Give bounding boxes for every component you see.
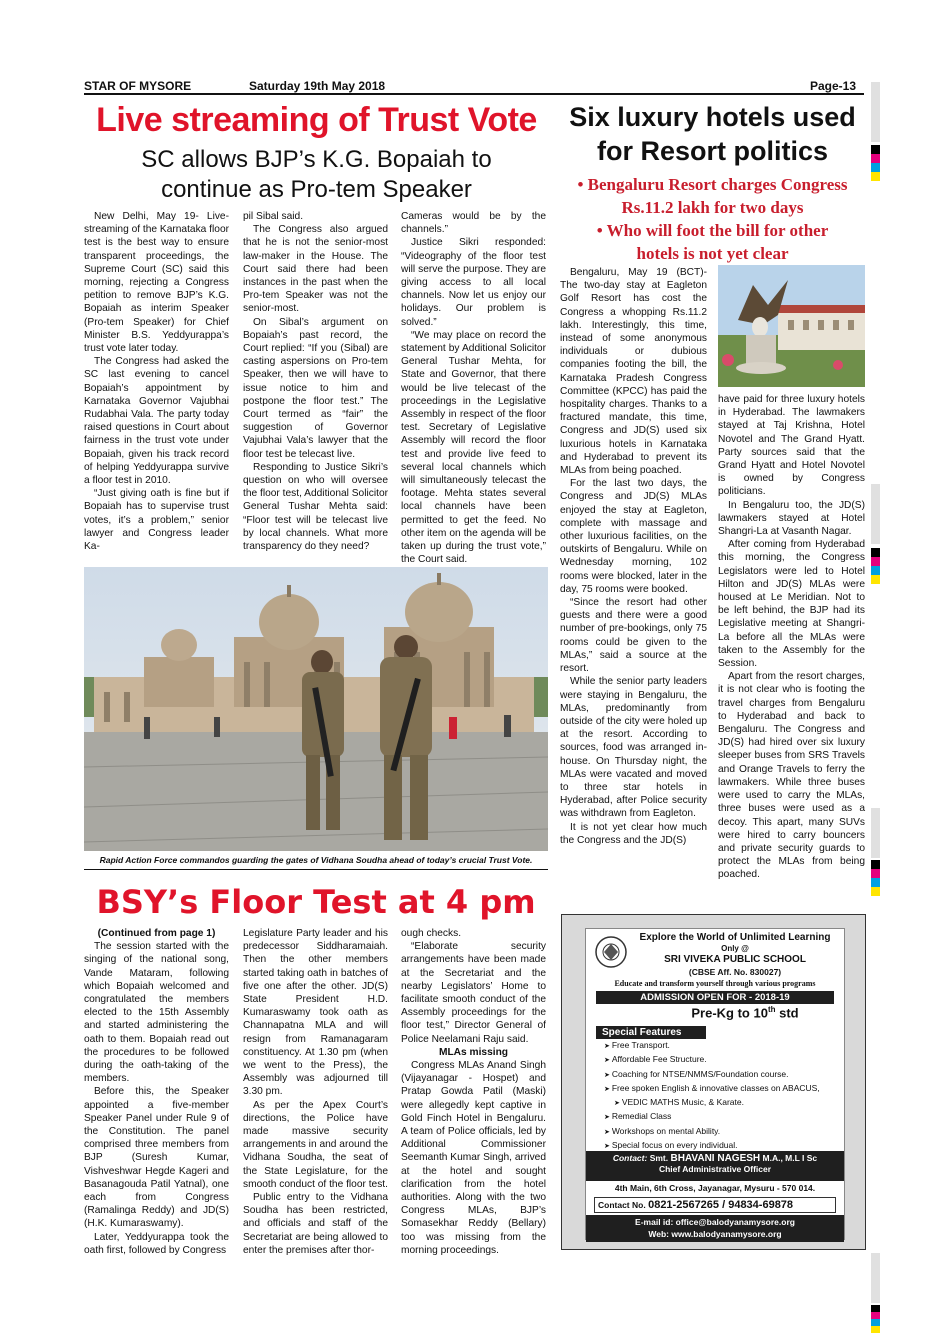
feature-item: ➤ Special focus on every individual. <box>604 1139 840 1153</box>
story3-column-2 <box>243 927 388 1257</box>
web-contact <box>586 1215 844 1242</box>
paragraph: Bengaluru, May 19 (BCT)- The two-day stay at Eagleton Golf Resort has cost the Congress a whopping Rs.11.2 lakh. Interestingly, this time, instead of some anonymous individuals or dubious companies footing the bill, the Karnataka Pradesh Congress Committee (KPCC) has paid the hospitality charges. Thanks to a fractured mandate, this time, Congress and JD(S) used six luxurious hotels in Karnataka and Hyderabad to prevent its MLAs from being poached. <box>560 267 707 477</box>
school-crest-icon <box>594 935 628 971</box>
story2-column-1 <box>560 266 707 847</box>
paragraph: The Congress also argued that he is not the senior-most law-maker in the House. The Court said there had been instances in the past when the Pro-tem Speaker was not the senior-most. <box>243 224 388 315</box>
subhead-line-1: SC allows BJP’s K.G. Bopaiah to <box>141 146 492 173</box>
contact-prefix: Smt. <box>649 1153 669 1163</box>
contact-no-label: Contact No. <box>598 1200 646 1210</box>
ad-only-at: Only @ <box>721 944 749 953</box>
contact-numbers <box>594 1197 836 1213</box>
bullet-line: Rs.11.2 lakh for two days <box>621 198 804 217</box>
story3-column-3 <box>401 927 546 1257</box>
features-list <box>604 1039 840 1153</box>
contact-block <box>586 1151 844 1181</box>
paragraph: Justice Sikri responded: “Videography of the floor test will serve the purpose. They are giving access to all local channels. Now let us enjoy our holidays. Our problem is solved.” <box>401 237 546 328</box>
issue-date: Saturday 19th May 2018 <box>249 79 386 93</box>
paragraph: ough checks. <box>401 928 462 939</box>
paragraph: In Bengaluru too, the JD(S) lawmakers stayed at Hotel Shangri-La at Vasanth Nagar. <box>718 499 865 538</box>
eagleton-resort-photo <box>718 265 865 387</box>
headline-resort-politics <box>560 100 865 168</box>
classes-offered <box>646 1005 844 1020</box>
paragraph: The Congress had asked the SC last evening to cancel Bopaiah’s appointment by Karnataka Governor Vajubhai Rudabhai Vala. The party today raised questions in Court about fairness in the trust vote under Bopaiah, given his track record of helping Yeddyurappa survive a floor test in 2010. <box>84 356 229 487</box>
school-motto: Educate and transform yourself through various programs <box>614 979 816 988</box>
ad-tagline: Explore the World of Unlimited Learning <box>639 932 831 943</box>
divider <box>84 869 548 870</box>
paragraph: The session started with the singing of the national song, Vande Mataram, following which Bopaiah welcomed and congratulated the members elected to the 15th Assembly and started administering the oath to them. Bopaiah read out the procedures to be followed during the oath-taking of the members. <box>84 941 229 1085</box>
paragraph: On Sibal’s argument on Bopaiah’s past record, the Court replied: “If you (Sibal) are casting aspersions on Pro-tem Speaker, then we will have to issue notice to him and postpone the floor test.” The Court termed as “fair” the suggestion of Governor Vajubhai Vala’s lawyer that the floor test be telecast live. <box>243 316 388 460</box>
paragraph: Legislature Party leader and his predecessor Siddharamaiah. Then the other members started taking oath in batches of five one after the other. JD(S) State President H.D. Kumaraswamy took oath as Channapatna MLA and will resign from Ramanagaram constituency. At 1.30 pm (when we went to the Press), the Assembly was adjourned till 3.30 pm. <box>243 928 388 1098</box>
paragraph: Public entry to the Vidhana Soudha has been restricted, and officials and staff of the Secretariat are being allowed to enter the premises after thor- <box>243 1192 388 1256</box>
paragraph: Before this, the Speaker appointed a five-member Speaker Panel under Rule 9 of the Constitution. The panel comprised three members from BJP (Suresh Kumar, Vishveshwar Hegde Kageri and Basanagouda Patil Yatnal), one each from Congress (Ramalinga Reddy) and JD(S) (H.K. Kumaraswamy). <box>84 1086 229 1230</box>
feature-item: ➤ Affordable Fee Structure. <box>604 1053 840 1067</box>
paragraph: As per the Apex Court’s directions, the Police have made massive security arrangements in and around the Vidhana Soudha, the seat of the State Legislature, for the smooth conduct of the floor test. <box>243 1099 388 1190</box>
color-bar <box>871 1305 880 1333</box>
paragraph: Responding to Justice Sikri’s question on who will oversee the floor test, Additional Solicitor General Tushar Mehta said: “Floor test will be telecast live by local channels. What more transparency do they need? <box>243 461 388 553</box>
classes-suffix: std <box>775 1005 799 1021</box>
school-name: SRI VIVEKA PUBLIC SCHOOL <box>664 954 806 965</box>
school-address: 4th Main, 6th Cross, Jayanagar, Mysuru - 570 014. <box>614 1183 816 1193</box>
contact-name: BHAVANI NAGESH <box>670 1153 761 1164</box>
feature-item: ➤ Free spoken English & innovative classes on ABACUS, <box>604 1082 840 1096</box>
feature-item: ➤ Coaching for NTSE/NMMS/Foundation course. <box>604 1068 840 1082</box>
paragraph: “Since the resort had other guests and there were a good number of pre-bookings, only 75 rooms could be given to the MLAs,” said a source at the resort. <box>560 597 707 675</box>
story1-column-2 <box>243 210 388 553</box>
color-bar <box>871 548 880 586</box>
website-address: Web: www.balodyanamysore.org <box>648 1229 782 1239</box>
cbse-affiliation: (CBSE Aff. No. 830027) <box>688 967 782 977</box>
page-number: Page-13 <box>810 79 857 93</box>
features-title: Special Features <box>596 1026 706 1039</box>
classes-range: Pre-Kg to 10 <box>691 1005 768 1021</box>
paragraph: “Just giving oath is fine but if Bopaiah has to supervise trust votes, it’s a problem,” senior lawyer and Congress leader Ka- <box>84 488 229 553</box>
paragraph: “We may place on record the statement by Additional Solicitor General Tushar Mehta, for State and Governor, that there would be live telecast of the proceedings in the Legislative Assembly in respect of the floor test. Secretary of Legislative Assembly will record the floor test and provide live feed to several local channels which will simultaneously telecast the footage. Mehta states several local channels have been permitted to get the feed. No other item on the agenda will be taken up during the trust vote,” the Court said. <box>401 329 546 566</box>
feature-item: ➤ Free Transport. <box>604 1039 840 1053</box>
paragraph: have paid for three luxury hotels in Hyderabad. The lawmakers stayed at Taj Krishna, Hotel Novotel and The Grand Hyatt. Party sources said that the Grand Hyatt and Hotel Novotel is owned by Congress politicians. <box>718 394 865 498</box>
story3-column-1 <box>84 927 229 1257</box>
bullet-line: hotels is not yet clear <box>636 244 789 263</box>
paragraph: For the last two days, the Congress and JD(S) MLAs enjoyed the stay at Eagleton, complete with massage and other luxurious facilities, on the outskirts of Bengaluru. While on Wednesday morning, 102 rooms were blocked, later in the day, 75 rooms were booked. <box>560 478 707 595</box>
bullet-line: • Bengaluru Resort charges Congress <box>577 175 848 194</box>
paragraph: After coming from Hyderabad this morning, the Congress Legislators were led to Hotel Hilton and JD(S) MLAs were housed at Le Meridian. Not to be left behind, the BJP had its Legislative meeting at Shangri-La before all the MLAs were taken to the Assembly for the Session. <box>718 539 865 670</box>
story1-column-1 <box>84 210 229 553</box>
headline-trust-vote: Live streaming of Trust Vote <box>96 101 537 139</box>
paragraph: Congress MLAs Anand Singh (Vijayanagar - Hospet) and Pratap Gowda Patil (Maski) were allegedly kept captive in Gold Finch Hotel in Bengaluru. A team of Police officials, led by Additional Commissioner Seemanth Kumar Singh, arrived at the hotel and sought clarification from the hotel authorities. Along with the two Congress MLAs, BJP’s Somasekhar Reddy (Bellary) too was missing from the morning proceedings. <box>401 1060 546 1256</box>
headline-line: for Resort politics <box>596 136 829 166</box>
admission-banner: ADMISSION OPEN FOR - 2018-19 <box>596 991 834 1004</box>
headline-line: Six luxury hotels used <box>569 102 856 132</box>
header-rule <box>84 93 864 95</box>
color-bar <box>871 145 880 183</box>
contact-designation: Chief Administrative Officer <box>658 1164 772 1174</box>
color-bar <box>871 860 880 898</box>
subhead-mlas-missing: MLAs missing <box>438 1046 509 1058</box>
print-strip <box>871 484 880 544</box>
masthead: STAR OF MYSORE <box>84 79 192 93</box>
school-advertisement <box>561 914 866 1250</box>
paragraph: “Elaborate security arrangements have been made at the Secretariat and the nearby Legislators’ Home to facilitate smooth conduct of the Assembly proceedings for the floor test,” Director General of Police Neelamani Raju said. <box>401 941 546 1045</box>
print-strip <box>871 82 880 142</box>
bullet-resort-charges <box>560 173 865 219</box>
paragraph: Later, Yeddyurappa took the oath first, followed by Congress <box>84 1231 229 1256</box>
contact-qualifications: M.A., M.L I Sc <box>762 1153 818 1163</box>
paragraph: Cameras would be by the channels.” <box>401 211 546 236</box>
paragraph: It is not yet clear how much the Congress and the JD(S) <box>560 821 707 846</box>
story2-column-2 <box>718 393 865 882</box>
contact-label: Contact: <box>612 1153 648 1163</box>
vidhana-soudha-photo <box>84 567 548 851</box>
feature-item: ➤ VEDIC MATHS Music, & Karate. <box>604 1096 840 1110</box>
feature-item: ➤ Workshops on mental Ability. <box>604 1125 840 1139</box>
print-strip <box>871 1253 880 1303</box>
continued-note: (Continued from page 1) <box>97 928 216 939</box>
feature-item: ➤ Remedial Class <box>604 1110 840 1124</box>
phone-numbers: 0821-2567265 / 94834-69878 <box>648 1199 794 1211</box>
bullet-who-pays <box>560 219 865 265</box>
bullet-line: • Who will foot the bill for other <box>596 221 829 240</box>
classes-superscript: th <box>767 1005 776 1014</box>
paragraph: While the senior party leaders were staying in Bengaluru, the MLAs, predominantly from outside of the city were holed up at the resort. According to sources, food was arranged in-house. On Thursday night, the MLAs were vacated and moved to three star hotels in Hyderabad, after Police security was withdrawn from Eagleton. <box>560 676 707 820</box>
paragraph: Apart from the resort charges, it is not clear who is footing the travel charges from Bengaluru to Hyderabad and back to Bengaluru. The Congress and JD(S) had hired over six luxury sleeper buses from SRS Travels and Orange Travels to ferry the lawmakers. While three buses were used to carry the MLAs, three buses were used as a decoy. This apart, many SUVs were hired to carry bouncers and private security guards to protect the MLAs from being poached. <box>718 671 865 881</box>
story1-column-3 <box>401 210 546 566</box>
paragraph: pil Sibal said. <box>243 211 304 222</box>
email-address: E-mail id: office@balodyanamysore.org <box>635 1217 795 1227</box>
photo-caption: Rapid Action Force commandos guarding the gates of Vidhana Soudha ahead of today’s crucial Trust Vote. <box>99 855 533 865</box>
print-strip <box>871 808 880 858</box>
headline-floor-test: BSY’s Floor Test at 4 pm <box>96 883 536 921</box>
subhead-line-2: continue as Pro-tem Speaker <box>161 176 472 203</box>
paragraph: New Delhi, May 19- Live-streaming of the Karnataka floor test is the best way to ensure transparent proceedings, the Supreme Court (SC) said this morning, rejecting a Congress petition to remove BJP’s K.G. Bopaiah as interim Speaker (Pro-tem Speaker) for Chief Minister B.S. Yeddyurappa’s trust vote later today. <box>84 211 229 355</box>
